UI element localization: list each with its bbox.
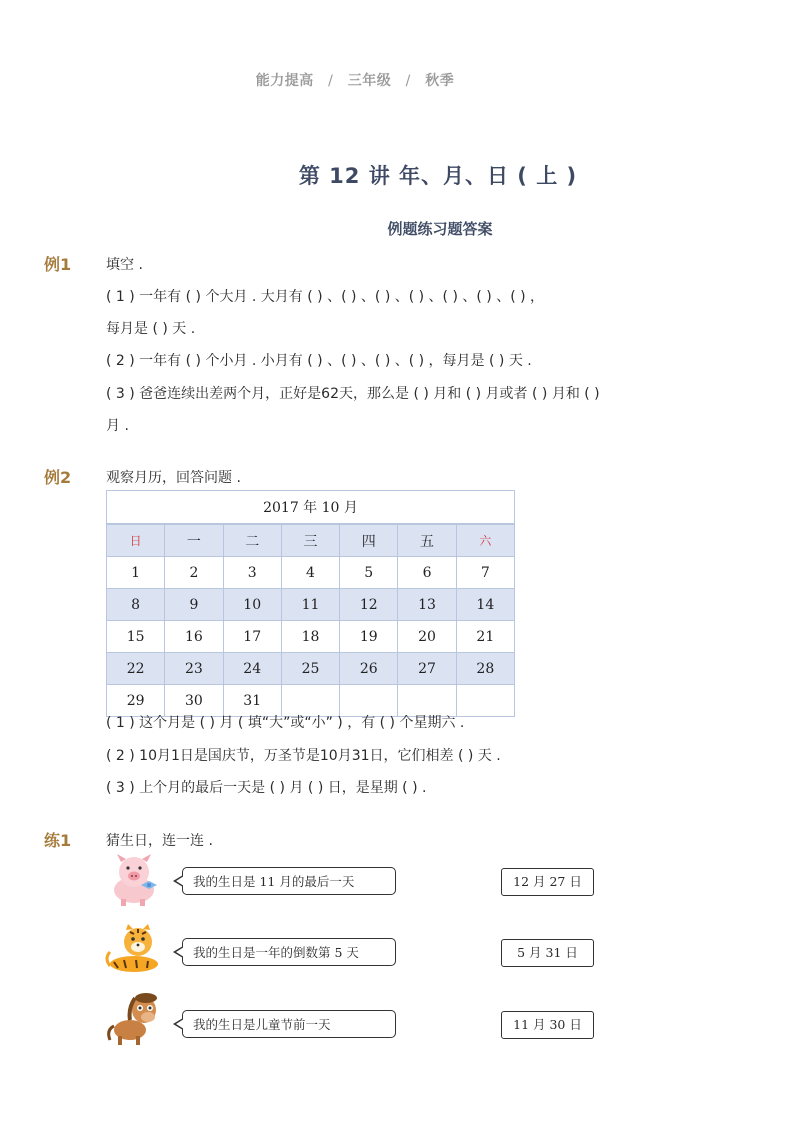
calendar-day: 24 xyxy=(223,653,281,685)
calendar-day: 25 xyxy=(281,653,339,685)
calendar-day: 17 xyxy=(223,621,281,653)
pig-icon xyxy=(104,852,168,908)
calendar-day: 1 xyxy=(107,557,165,589)
month-calendar xyxy=(106,490,515,717)
section-subtitle: 例题练习题答案 xyxy=(387,220,493,238)
weekday-header-row xyxy=(107,524,515,557)
weekday-monday: 一 xyxy=(165,524,223,557)
calendar-day: 7 xyxy=(456,557,514,589)
calendar-day: 21 xyxy=(456,621,514,653)
practice1-label: 练1 xyxy=(44,831,72,850)
lesson-title: 第 12 讲 年、月、日 ( 上 ) xyxy=(298,164,578,188)
example1-q3-line1: ( 3 ) 爸爸连续出差两个月，正好是62天，那么是 ( ) 月和 ( ) 月或者 ( ) 月和 ( ) xyxy=(106,386,600,402)
horse-icon xyxy=(104,990,168,1046)
calendar-day: 30 xyxy=(165,685,223,717)
calendar-day: 4 xyxy=(281,557,339,589)
weekday-tuesday: 二 xyxy=(223,524,281,557)
calendar-day: 15 xyxy=(107,621,165,653)
header-grade: 三年级 xyxy=(347,73,392,89)
example1-q1-line2: 每月是 ( ) 天 . xyxy=(106,321,196,337)
calendar-day: 14 xyxy=(456,589,514,621)
calendar-day: 22 xyxy=(107,653,165,685)
example1-label: 例1 xyxy=(44,255,72,274)
calendar-day xyxy=(456,685,514,717)
example1-intro: 填空 . xyxy=(106,257,143,273)
calendar-day: 29 xyxy=(107,685,165,717)
calendar-day: 18 xyxy=(281,621,339,653)
calendar-week-row xyxy=(107,557,515,589)
weekday-friday: 五 xyxy=(398,524,456,557)
example2-label: 例2 xyxy=(44,468,72,487)
calendar-day: 9 xyxy=(165,589,223,621)
example2-q3: ( 3 ) 上个月的最后一天是 ( ) 月 ( ) 日，是星期 ( ) . xyxy=(106,780,427,796)
example1-q1-line1: ( 1 ) 一年有 ( ) 个大月 . 大月有 ( ) 、( ) 、( ) 、( ) 、( ) 、( ) 、( ) ， xyxy=(106,289,545,305)
calendar-day: 27 xyxy=(398,653,456,685)
calendar-day: 5 xyxy=(340,557,398,589)
calendar-week-row xyxy=(107,653,515,685)
calendar-day: 26 xyxy=(340,653,398,685)
calendar-week-row xyxy=(107,589,515,621)
example1-q3-line2: 月 . xyxy=(106,418,129,434)
calendar-day: 11 xyxy=(281,589,339,621)
birthday-clue-bubble: 我的生日是 11 月的最后一天 xyxy=(182,867,396,895)
calendar-day: 20 xyxy=(398,621,456,653)
example2-q2: ( 2 ) 10月1日是国庆节，万圣节是10月31日，它们相差 ( ) 天 . xyxy=(106,748,501,764)
example2-q1: ( 1 ) 这个月是 ( ) 月 ( 填“大”或“小” ) ，有 ( ) 个星期六 . xyxy=(106,715,465,731)
example1-q2: ( 2 ) 一年有 ( ) 个小月 . 小月有 ( ) 、( ) 、( ) 、( ) ，每月是 ( ) 天 . xyxy=(106,353,532,369)
weekday-wednesday: 三 xyxy=(281,524,339,557)
calendar-day: 3 xyxy=(223,557,281,589)
weekday-thursday: 四 xyxy=(340,524,398,557)
birthday-clue-bubble: 我的生日是一年的倒数第 5 天 xyxy=(182,938,396,966)
weekday-sunday: 日 xyxy=(107,524,165,557)
page-header xyxy=(0,70,710,90)
calendar-day: 16 xyxy=(165,621,223,653)
header-level: 能力提高 xyxy=(255,73,314,89)
calendar-day: 12 xyxy=(340,589,398,621)
header-separator: / xyxy=(328,73,334,89)
calendar-day: 19 xyxy=(340,621,398,653)
calendar-day: 10 xyxy=(223,589,281,621)
birthday-clue-bubble: 我的生日是儿童节前一天 xyxy=(182,1010,396,1038)
calendar-day: 6 xyxy=(398,557,456,589)
calendar-day: 28 xyxy=(456,653,514,685)
calendar-day: 8 xyxy=(107,589,165,621)
weekday-saturday: 六 xyxy=(456,524,514,557)
practice1-intro: 猜生日，连一连 . xyxy=(106,833,213,849)
example2-intro: 观察月历，回答问题 . xyxy=(106,470,241,486)
calendar-day: 13 xyxy=(398,589,456,621)
calendar-day: 23 xyxy=(165,653,223,685)
birthday-date-box[interactable]: 5 月 31 日 xyxy=(501,939,594,967)
calendar-day: 2 xyxy=(165,557,223,589)
calendar-week-row xyxy=(107,621,515,653)
birthday-date-box[interactable]: 12 月 27 日 xyxy=(501,868,594,896)
header-separator: / xyxy=(405,73,411,89)
calendar-title: 2017 年 10 月 xyxy=(107,491,515,525)
header-season: 秋季 xyxy=(425,73,455,89)
birthday-date-box[interactable]: 11 月 30 日 xyxy=(501,1011,594,1039)
calendar-day: 31 xyxy=(223,685,281,717)
tiger-icon xyxy=(104,922,168,978)
